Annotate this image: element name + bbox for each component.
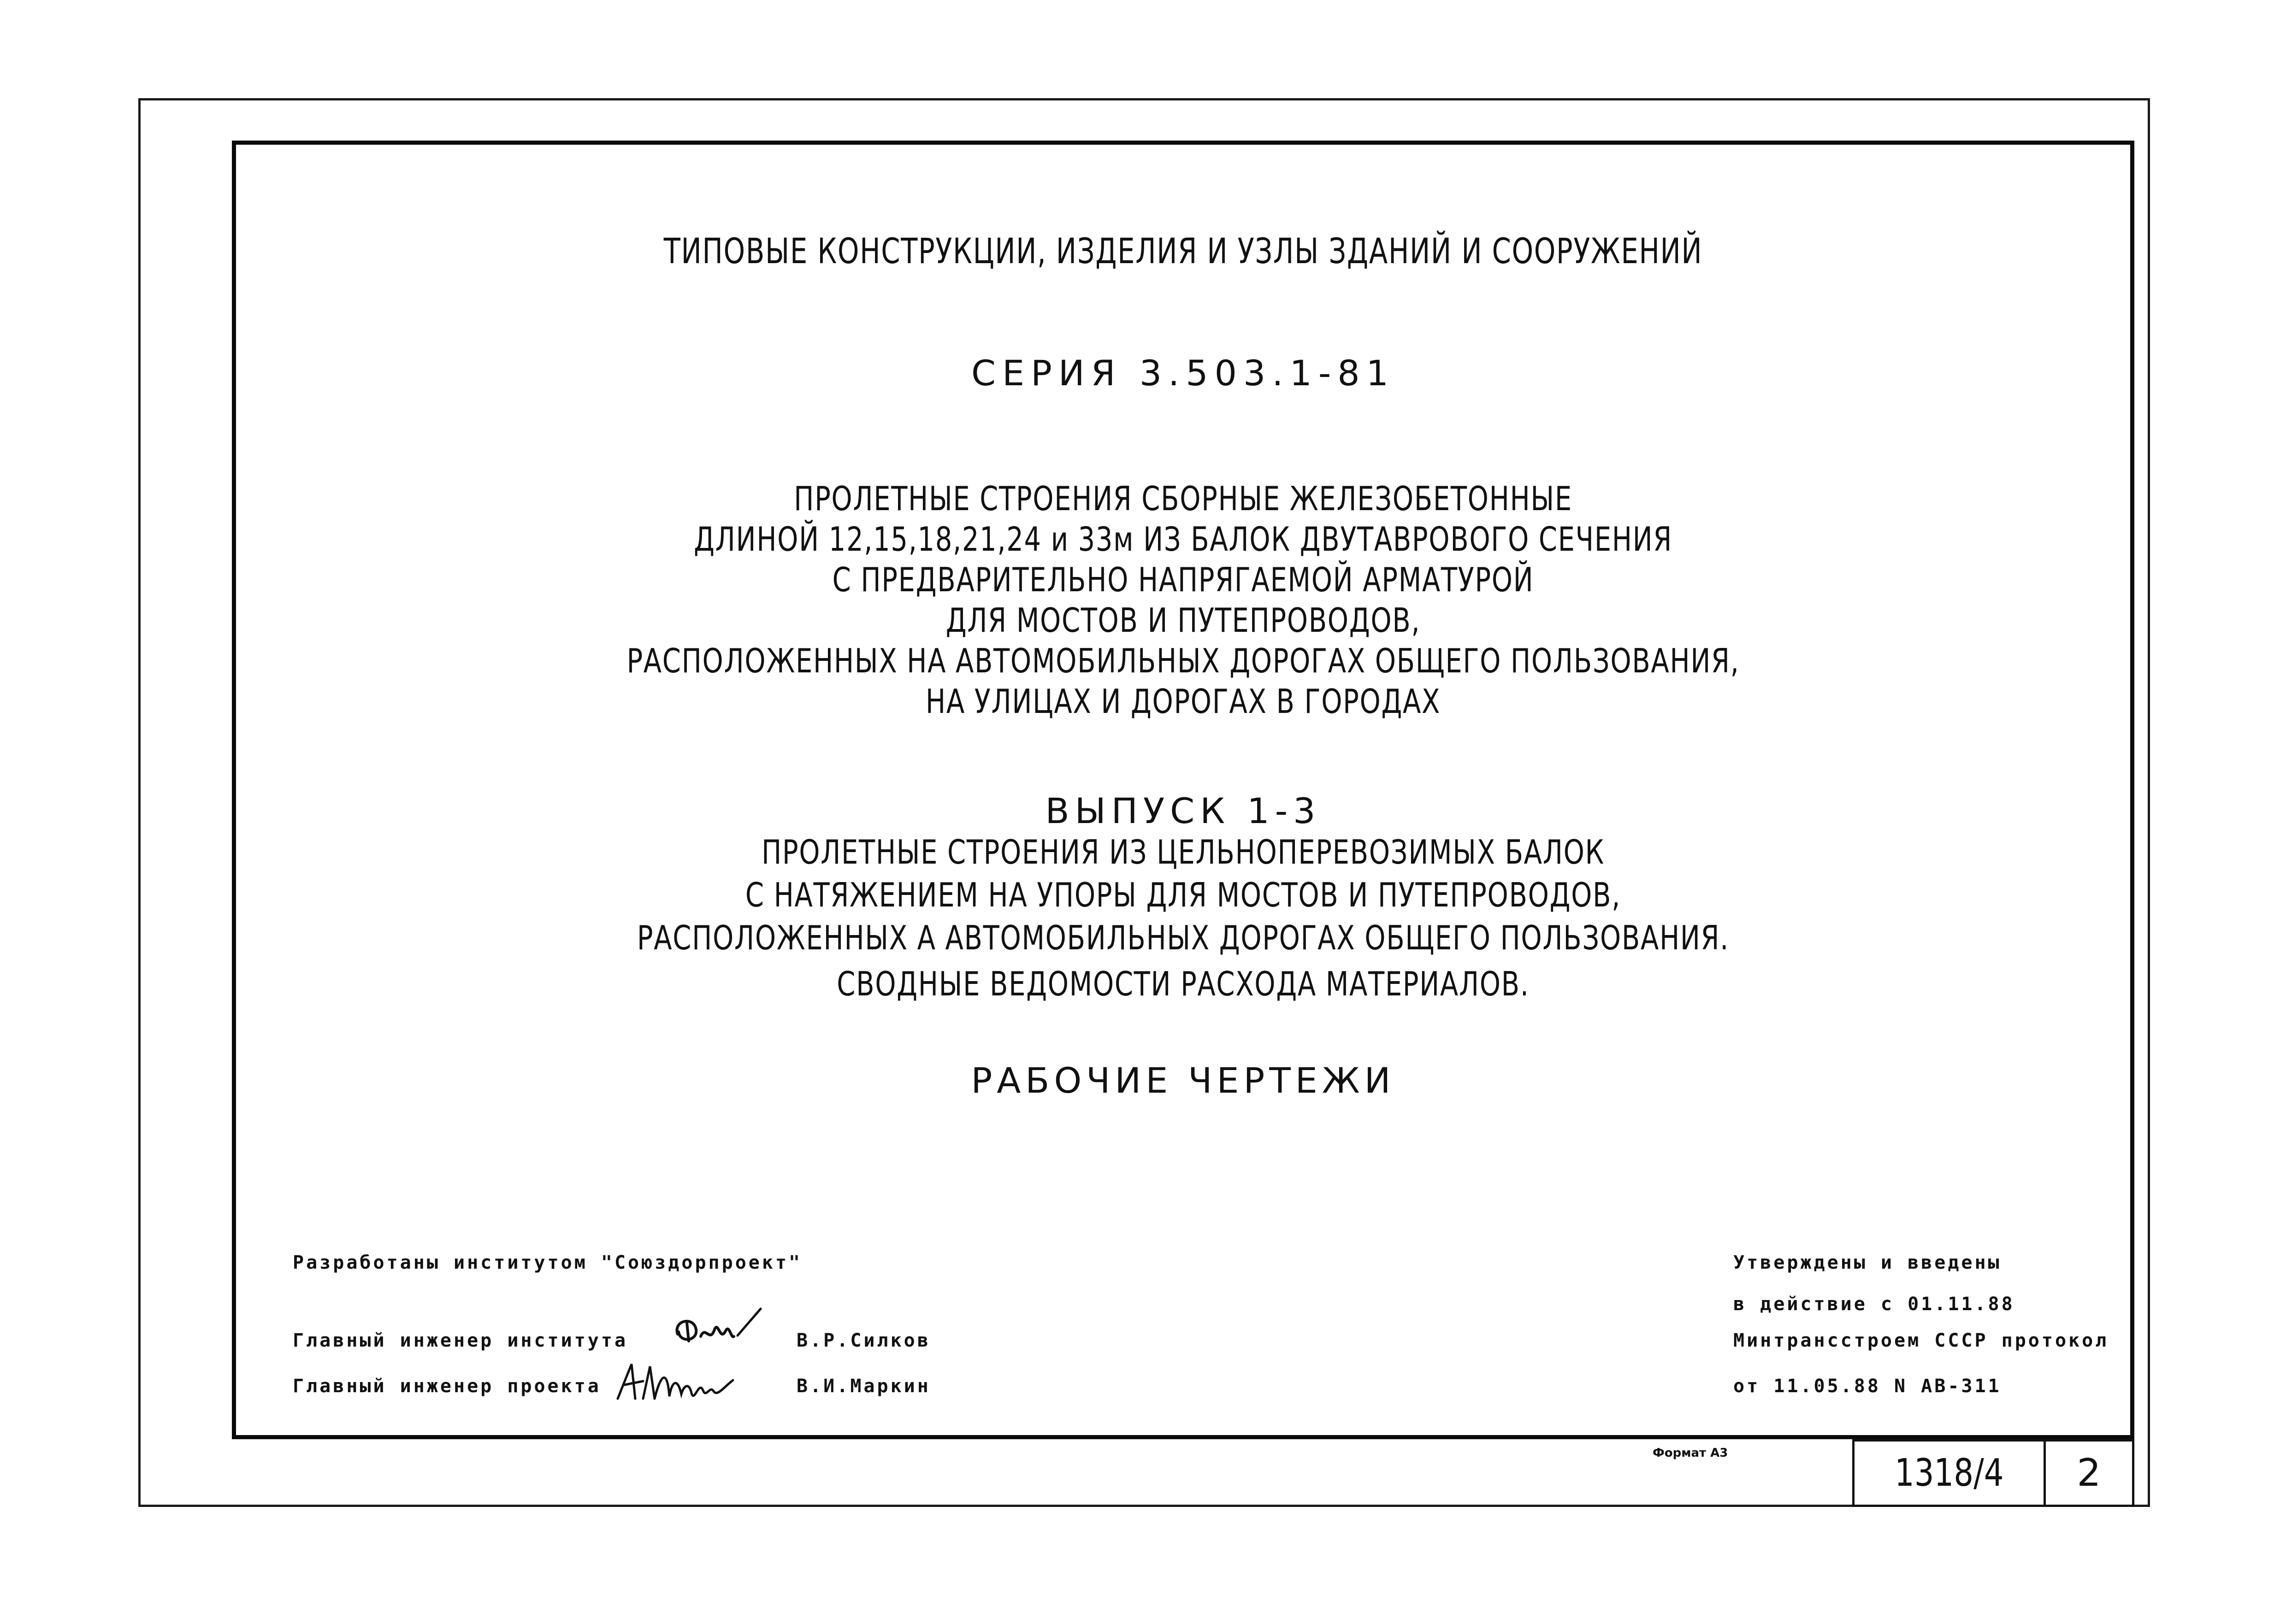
document-title: ТИПОВЫЕ КОНСТРУКЦИИ, ИЗДЕЛИЯ И УЗЛЫ ЗДАНИЙ И СООРУЖЕНИЙ	[663, 230, 1703, 271]
description-line: С ПРЕДВАРИТЕЛЬНО НАПРЯГАЕМОЙ АРМАТУРОЙ	[832, 560, 1534, 599]
description-line: ПРОЛЕТНЫЕ СТРОЕНИЯ СБОРНЫЕ ЖЕЛЕЗОБЕТОННЫЕ	[794, 479, 1572, 518]
series-number: СЕРИЯ 3.503.1-81	[971, 353, 1395, 394]
approval-line: от 11.05.88 N АВ-311	[1733, 1376, 2002, 1397]
issue-line: РАСПОЛОЖЕННЫХ А АВТОМОБИЛЬНЫХ ДОРОГАХ ОБЩЕГО ПОЛЬЗОВАНИЯ.	[637, 918, 1730, 957]
signature-silkov	[668, 1300, 774, 1359]
chief-engineer-project-name: В.И.Маркин	[797, 1376, 931, 1397]
page-number: 2	[2077, 1451, 2101, 1495]
issue-line: ПРОЛЕТНЫЕ СТРОЕНИЯ ИЗ ЦЕЛЬНОПЕРЕВОЗИМЫХ БАЛОК	[761, 833, 1605, 871]
issue-title: ВЫПУСК 1-3	[1045, 790, 1321, 831]
description-line: ДЛЯ МОСТОВ И ПУТЕПРОВОДОВ,	[945, 601, 1421, 640]
inner-frame	[232, 141, 2134, 1439]
title-stamp	[1852, 1439, 2134, 1507]
document-number: 1318/4	[1894, 1451, 2004, 1495]
approval-line: Утверждены и введены	[1733, 1252, 2002, 1273]
developer-institute: Разработаны институтом "Союздорпроект"	[293, 1252, 803, 1273]
issue-line: СВОДНЫЕ ВЕДОМОСТИ РАСХОДА МАТЕРИАЛОВ.	[837, 965, 1530, 1003]
approval-line: в действие с 01.11.88	[1733, 1294, 2015, 1315]
format-label: Формат А3	[1653, 1446, 1728, 1460]
chief-engineer-institute-label: Главный инженер института	[293, 1330, 628, 1351]
approval-line: Минтрансстроем СССР протокол	[1733, 1330, 2109, 1351]
description-line: РАСПОЛОЖЕННЫХ НА АВТОМОБИЛЬНЫХ ДОРОГАХ ОБЩЕГО ПОЛЬЗОВАНИЯ,	[626, 641, 1740, 680]
chief-engineer-project-label: Главный инженер проекта	[293, 1376, 601, 1397]
working-drawings-label: РАБОЧИЕ ЧЕРТЕЖИ	[971, 1060, 1395, 1101]
chief-engineer-institute-name: В.Р.Силков	[797, 1330, 931, 1351]
issue-line: С НАТЯЖЕНИЕМ НА УПОРЫ ДЛЯ МОСТОВ И ПУТЕПРОВОДОВ,	[745, 876, 1621, 914]
description-line: ДЛИНОЙ 12,15,18,21,24 и 33м ИЗ БАЛОК ДВУТАВРОВОГО СЕЧЕНИЯ	[694, 520, 1672, 559]
signature-markin	[608, 1353, 747, 1412]
document-number-cell	[1855, 1442, 2046, 1505]
description-line: НА УЛИЦАХ И ДОРОГАХ В ГОРОДАХ	[925, 682, 1441, 721]
